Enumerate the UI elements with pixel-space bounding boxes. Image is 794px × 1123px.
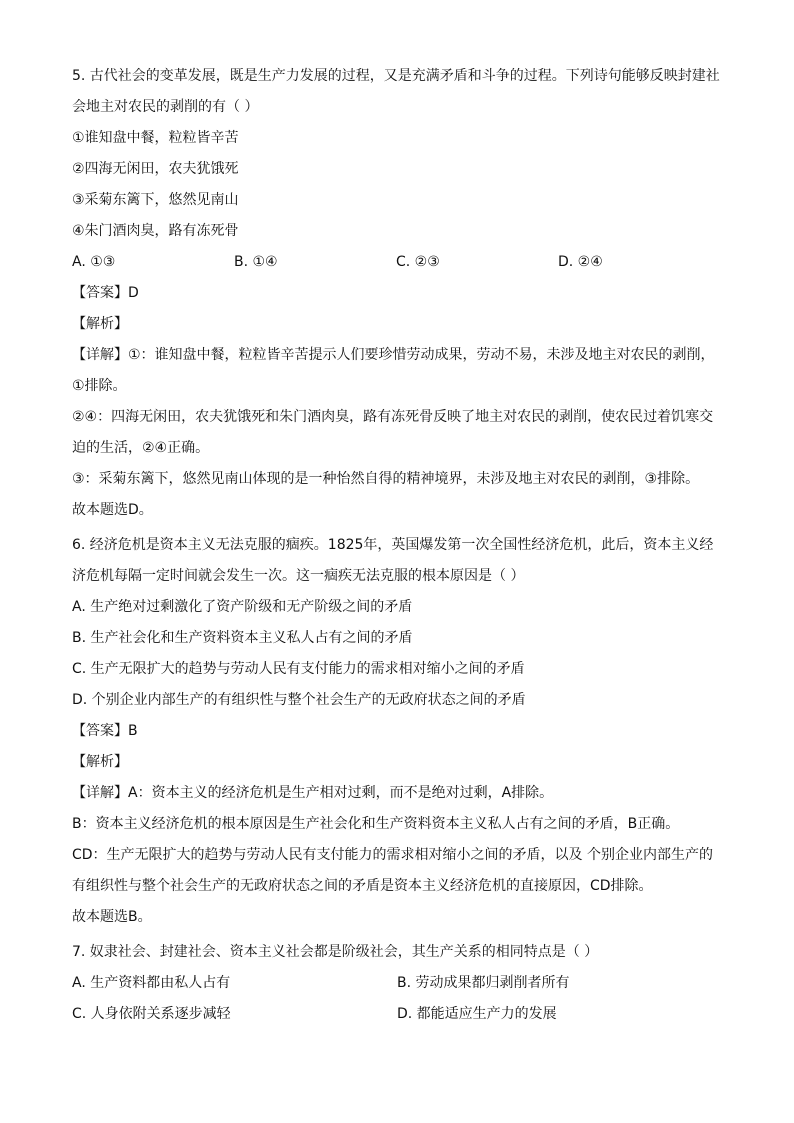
question-6-detail-3b: 有组织性与整个社会生产的无政府状态之间的矛盾是资本主义经济危机的直接原因，CD排除。 bbox=[72, 878, 653, 894]
question-5-item-4: ④朱门酒肉臭，路有冻死骨 bbox=[72, 223, 239, 239]
question-5-detail-3: ③：采菊东篱下，悠然见南山体现的是一种怡然自得的精神境界，未涉及地主对农民的剥削，③排除。 bbox=[72, 471, 700, 487]
question-6-stem-line-1: 6. 经济危机是资本主义无法克服的痼疾。1825年，英国爆发第一次全国性经济危机，此后，资本主义经 bbox=[72, 537, 714, 553]
option-b: B. ①④ bbox=[234, 254, 278, 270]
question-5-detail-1a: 【详解】①：谁知盘中餐，粒粒皆辛苦提示人们要珍惜劳动成果，劳动不易，未涉及地主对农民的剥削， bbox=[72, 347, 715, 363]
question-6 bbox=[72, 530, 732, 933]
question-6-option-d: D. 个别企业内部生产的有组织性与整个社会生产的无政府状态之间的矛盾 bbox=[72, 692, 526, 708]
question-6-detail-2: B：资本主义经济危机的根本原因是生产社会化和生产资料资本主义私人占有之间的矛盾，B正确。 bbox=[72, 816, 680, 832]
question-6-stem-line-2: 济危机每隔一定时间就会发生一次。这一痼疾无法克服的根本原因是（ ） bbox=[72, 568, 525, 584]
question-5-detail-2a: ②④：四海无闲田，农夫犹饿死和朱门酒肉臭，路有冻死骨反映了地主对农民的剥削，使农民过着饥寒交 bbox=[72, 409, 714, 425]
question-5 bbox=[72, 61, 732, 526]
question-7-options-row-1 bbox=[72, 968, 732, 999]
question-5-item-1: ①谁知盘中餐，粒粒皆辛苦 bbox=[72, 130, 239, 146]
question-6-detail-1: 【详解】A：资本主义的经济危机是生产相对过剩，而不是绝对过剩，A排除。 bbox=[72, 785, 554, 801]
option-d: D. ②④ bbox=[558, 254, 603, 270]
question-7-stem: 7. 奴隶社会、封建社会、资本主义社会都是阶级社会，其生产关系的相同特点是（ ） bbox=[72, 944, 599, 960]
question-5-answer: 【答案】D bbox=[72, 285, 139, 301]
question-6-option-a: A. 生产绝对过剩激化了资产阶级和无产阶级之间的矛盾 bbox=[72, 599, 413, 615]
option-a: A. ①③ bbox=[72, 254, 116, 270]
question-6-conclusion: 故本题选B。 bbox=[72, 909, 152, 925]
question-7-option-b: B. 劳动成果都归剥削者所有 bbox=[397, 975, 570, 991]
question-7-option-c: C. 人身依附关系逐步减轻 bbox=[72, 1006, 231, 1022]
question-5-conclusion: 故本题选D。 bbox=[72, 502, 153, 518]
question-5-item-2: ②四海无闲田，农夫犹饿死 bbox=[72, 161, 239, 177]
question-7-option-a: A. 生产资料都由私人占有 bbox=[72, 975, 231, 991]
question-5-stem-line-1: 5. 古代社会的变革发展，既是生产力发展的过程，又是充满矛盾和斗争的过程。下列诗句能够反映封建社 bbox=[72, 68, 720, 84]
option-c: C. ②③ bbox=[396, 254, 440, 270]
question-5-stem-line-2: 会地主对农民的剥削的有（ ） bbox=[72, 99, 259, 115]
question-5-options bbox=[72, 247, 732, 278]
question-7-option-d: D. 都能适应生产力的发展 bbox=[397, 1006, 557, 1022]
question-6-analysis-label: 【解析】 bbox=[72, 754, 128, 770]
question-5-item-3: ③采菊东篱下，悠然见南山 bbox=[72, 192, 239, 208]
question-5-detail-2b: 迫的生活，②④正确。 bbox=[72, 440, 210, 456]
question-7-options-row-2 bbox=[72, 999, 732, 1030]
question-6-answer: 【答案】B bbox=[72, 723, 138, 739]
question-5-detail-1b: ①排除。 bbox=[72, 378, 127, 394]
question-6-option-b: B. 生产社会化和生产资料资本主义私人占有之间的矛盾 bbox=[72, 630, 413, 646]
question-6-detail-3a: CD：生产无限扩大的趋势与劳动人民有支付能力的需求相对缩小之间的矛盾，以及 个别企业内部生产的 bbox=[72, 847, 714, 863]
question-6-option-c: C. 生产无限扩大的趋势与劳动人民有支付能力的需求相对缩小之间的矛盾 bbox=[72, 661, 525, 677]
question-7 bbox=[72, 937, 732, 1030]
question-5-analysis-label: 【解析】 bbox=[72, 316, 128, 332]
